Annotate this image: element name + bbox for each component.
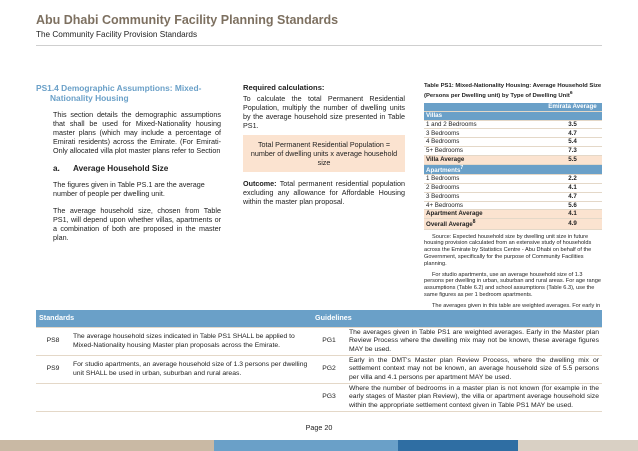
middle-column <box>243 83 405 206</box>
table-row: 1 and 2 Bedrooms 3.5 <box>424 120 602 129</box>
table-row: PS9 For studio apartments, an average household size of 1.3 persons per dwelling unit SHALL be used in urban, suburban and rural areas. PG2 Early in the DMT's Master plan Review Process, where the dwelling mix or settlement context may not be known, an average household size of 5.5 persons per villa and 4.1 persons per apartment MAY be used. <box>36 356 602 384</box>
page-number: Page 20 <box>305 423 333 432</box>
table-row: 4+ Bedrooms 5.6 <box>424 201 602 210</box>
table-note-source: Source: Expected household size by dwelling unit size in future housing provision calculated from an extensive study of households across the Emirate by Statistics Centre - Abu Dhabi on behalf of the Government, specifically for the purpose of Community Facilities planning. <box>424 233 592 267</box>
choice-paragraph: The average household size, chosen from Table PS1, will depend upon whether villas, apartments or a combination of both are proposed in the master plan. <box>53 206 221 242</box>
villa-average-row: Villa Average 5.5 <box>424 155 602 164</box>
table-row: PG3 Where the number of bedrooms in a master plan is not known (for example in the early stages of Master plan Review), the villa or apartment average household size within the appropriate settlement context given in Table PS1 MAY be used. <box>36 384 602 412</box>
outcome-text: Total permanent residential population excluding any allowance for Affordable Housing within the master plan proposal. <box>243 179 406 206</box>
apartment-average-row: Apartment Average 4.1 <box>424 210 602 219</box>
category-apartments: Apartments$^7$ <box>424 164 543 175</box>
outcome-label: Outcome: <box>243 179 277 188</box>
table-ps1-title: Table PS1: Mixed-Nationality Housing: Average Household Size (Persons per Dwelling unit) by Type of Dwelling Unit$^6$ <box>424 83 602 99</box>
header-divider <box>36 45 602 46</box>
table-row: 2 Bedrooms 4.1 <box>424 183 602 192</box>
household-paragraph: The figures given in Table PS.1 are the average number of people per dwelling unit. <box>53 180 205 198</box>
calculations-heading: Required calculations: <box>243 83 325 92</box>
table-row: 3 Bedrooms 4.7 <box>424 129 602 138</box>
table-ps1 <box>424 103 602 230</box>
left-column <box>36 83 221 242</box>
table-row: PS8 The average household sizes indicated in Table PS1 SHALL be applied to Mixed-Nationality housing Master plan proposals across the Emirate. PG1 The averages given in Table PS1 are weighted averages. Early in the Master plan Review Process where the dwelling mix may not be known, these average figures MAY be used. <box>36 328 602 356</box>
subsection-title: Average Household Size <box>73 164 169 173</box>
table-column-header: Emirata Average <box>543 103 602 111</box>
section-heading-line1: PS1.4 Demographic Assumptions: Mixed- <box>36 83 202 93</box>
table-row: 5+ Bedrooms 7.3 <box>424 146 602 155</box>
outcome-paragraph <box>243 179 405 206</box>
footer-segment <box>398 440 518 451</box>
calculations-text: To calculate the total Permanent Residential Population, multiply the number of dwelling units by the average household size presented in Table PS1. <box>243 94 405 130</box>
table-note-averages: The averages given in this table are weighted averages. For early in <box>432 302 601 309</box>
table-note-studio: For studio apartments, use an average household size of 1.3 persons per dwelling in urban, suburban and rural areas. For age range assumptions (Table 6.2) and school assumptions (Table 6.3), use the same figures as per 1 bedroom apartments. <box>424 271 601 299</box>
document-title: Abu Dhabi Community Facility Planning Standards <box>36 13 339 27</box>
guidelines-header: Guidelines <box>312 310 602 328</box>
table-ps1-block <box>424 83 602 323</box>
subsection-letter: a. <box>53 164 60 173</box>
table-row: 1 Bedrooms 2.2 <box>424 175 602 184</box>
subsection-heading <box>36 164 221 173</box>
standards-header: Standards <box>36 310 312 328</box>
standards-guidelines-table <box>36 310 602 412</box>
section-heading-line2: Nationality Housing <box>50 93 129 103</box>
overall-average-row: Overall Average$^8$ 4.9 <box>424 219 602 230</box>
footer-segment <box>214 440 398 451</box>
standards-guidelines-block <box>36 310 602 412</box>
category-villas: Villas <box>424 111 543 120</box>
document-subtitle: The Community Facility Provision Standards <box>36 30 198 39</box>
footer-color-bar <box>0 440 638 451</box>
table-row: 3 Bedrooms 4.7 <box>424 192 602 201</box>
table-row: 4 Bedrooms 5.4 <box>424 138 602 147</box>
intro-paragraph: This section details the demographic assumptions that shall be used for Mixed-Nationality housing master plans (which may include a percentage of Emirati residents) across the Emirate. (For Emirati-Only allocated villa plot master plans refer to Section <box>53 110 221 155</box>
footer-segment <box>0 440 214 451</box>
formula-box: Total Permanent Residential Population = number of dwelling units x average household size <box>243 135 405 172</box>
footer-segment <box>518 440 638 451</box>
section-heading <box>36 83 221 103</box>
